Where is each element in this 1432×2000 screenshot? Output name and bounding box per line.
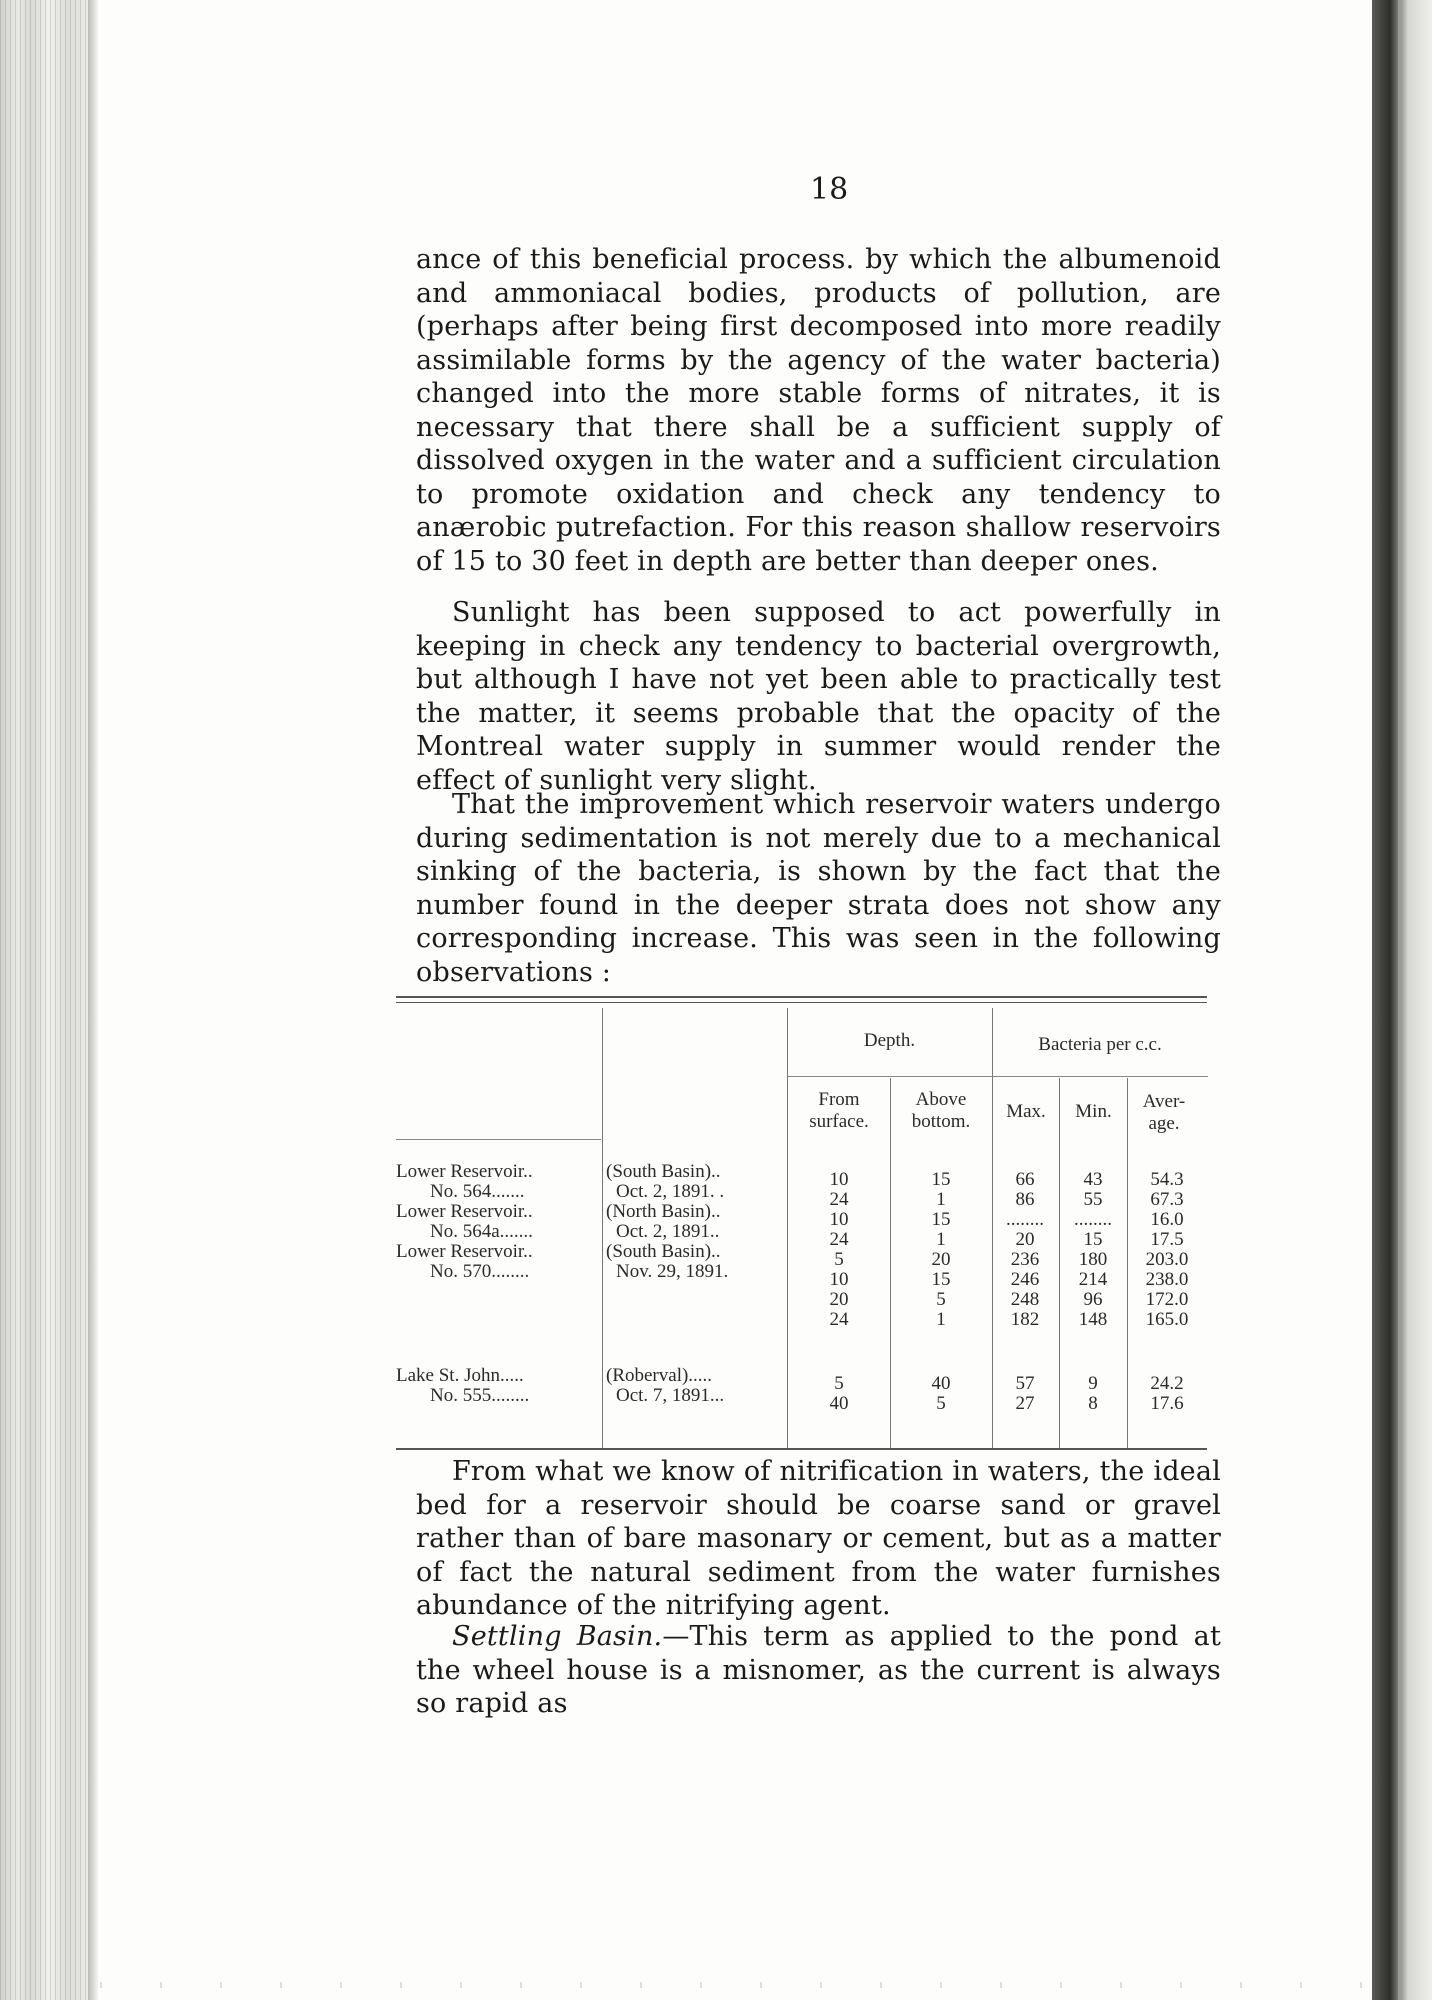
average-cell: 172.0 (1145, 1289, 1189, 1310)
paragraph-5-body: —This term as applied to the pond at the wheel house is a misnomer, as the current is always so rapid as (416, 1621, 1221, 1719)
table-top-rule-thin (396, 1002, 1207, 1003)
average-cell: 67.3 (1150, 1189, 1184, 1210)
row-label-place: (North Basin).. (606, 1201, 721, 1222)
row-label-name: No. 570........ (430, 1261, 530, 1282)
average-cell: 165.0 (1145, 1309, 1189, 1330)
from-surface-cell: 24 (829, 1229, 849, 1250)
from-surface-cell: 5 (834, 1373, 844, 1394)
row-label-name: Lake St. John..... (396, 1365, 524, 1386)
page-number: 18 (810, 172, 849, 207)
min-cell: 8 (1088, 1393, 1098, 1414)
table-col-divider (890, 1078, 891, 1448)
min-cell: 180 (1078, 1249, 1108, 1270)
above-bottom-cell: 5 (936, 1393, 946, 1414)
min-cell: 214 (1078, 1269, 1108, 1290)
max-cell: 66 (1015, 1169, 1035, 1190)
average-cell: 24.2 (1150, 1373, 1184, 1394)
max-cell: ........ (1006, 1209, 1044, 1230)
max-cell: 86 (1015, 1189, 1035, 1210)
from-surface-cell: 5 (834, 1249, 844, 1270)
above-bottom-cell: 15 (931, 1269, 951, 1290)
average-cell: 203.0 (1145, 1249, 1189, 1270)
header-from-surface: From surface. (809, 1089, 869, 1132)
label-header-rule (396, 1139, 601, 1140)
row-label-place: Oct. 2, 1891. . (616, 1181, 725, 1202)
max-cell: 27 (1015, 1393, 1035, 1414)
table-top-rule (396, 996, 1207, 998)
from-surface-cell: 10 (829, 1169, 849, 1190)
max-cell: 182 (1010, 1309, 1040, 1330)
row-label-place: (Roberval)..... (606, 1365, 713, 1386)
above-bottom-cell: 5 (936, 1289, 946, 1310)
from-surface-cell: 24 (829, 1309, 849, 1330)
min-cell: 15 (1083, 1229, 1103, 1250)
bottom-scan-marks (100, 1982, 1362, 1988)
row-label-name: Lower Reservoir.. (396, 1201, 533, 1222)
table-col-divider (602, 1008, 603, 1448)
gutter-shadow (88, 0, 98, 2000)
bacteria-observation-table (396, 996, 1207, 1450)
row-label-name: No. 555........ (430, 1385, 530, 1406)
header-average: Aver- age. (1142, 1091, 1186, 1134)
row-label-place: (South Basin).. (606, 1161, 721, 1182)
page-stack-lines (0, 0, 90, 2000)
row-label-place: Oct. 7, 1891... (616, 1385, 725, 1406)
paragraph-2-text: Sunlight has been supposed to act powerfully in keeping in check any tendency to bacterial overgrowth, but although I have not yet been able to practically test the matter, it seems probable that the opacity of the Montreal water supply in summer would render the effect of sunlight very slight. (416, 597, 1221, 796)
min-cell: 9 (1088, 1373, 1098, 1394)
row-label-place: Nov. 29, 1891. (616, 1261, 729, 1282)
above-bottom-cell: 1 (936, 1229, 946, 1250)
paragraph-1 (416, 243, 1221, 578)
paragraph-1-text: ance of this beneficial process. by which the albumenoid and ammoniacal bodies, products of pollution, are (perhaps after being first decomposed into more readily assimilable forms by the agency of the water bacteria) changed into the more stable forms of nitrates, it is necessary that there shall be a sufficient supply of dissolved oxygen in the water and a sufficient circulation to promote oxidation and check any tendency to anærobic putrefaction. For this reason shallow reservoirs of 15 to 30 feet in depth are better than deeper ones. (416, 244, 1221, 577)
max-cell: 248 (1010, 1289, 1040, 1310)
above-bottom-cell: 15 (931, 1169, 951, 1190)
row-label-name: Lower Reservoir.. (396, 1241, 533, 1262)
paragraph-2 (416, 596, 1221, 797)
header-max: Max. (1006, 1101, 1046, 1122)
paragraph-5 (416, 1620, 1221, 1721)
min-cell: 148 (1078, 1309, 1108, 1330)
above-bottom-cell: 40 (931, 1373, 951, 1394)
header-min: Min. (1075, 1101, 1112, 1122)
max-cell: 20 (1015, 1229, 1035, 1250)
table-col-divider (787, 1008, 788, 1448)
settling-basin-heading: Settling Basin. (452, 1621, 663, 1652)
subheader-rule (788, 1076, 1208, 1077)
paragraph-4 (416, 1455, 1221, 1623)
row-label-name: No. 564....... (430, 1181, 525, 1202)
above-bottom-cell: 1 (936, 1309, 946, 1330)
paragraph-3-text: That the improvement which reservoir waters undergo during sedimentation is not merely due to a mechanical sinking of the bacteria, is shown by the fact that the number found in the deeper strata does not show any corresponding increase. This was seen in the following observations : (416, 789, 1221, 988)
average-cell: 17.5 (1150, 1229, 1184, 1250)
max-cell: 57 (1015, 1373, 1035, 1394)
from-surface-cell: 10 (829, 1209, 849, 1230)
min-cell: 55 (1083, 1189, 1103, 1210)
average-cell: 54.3 (1150, 1169, 1184, 1190)
average-cell: 238.0 (1145, 1269, 1189, 1290)
min-cell: ........ (1074, 1209, 1112, 1230)
from-surface-cell: 20 (829, 1289, 849, 1310)
above-bottom-cell: 15 (931, 1209, 951, 1230)
above-bottom-cell: 20 (931, 1249, 951, 1270)
max-cell: 246 (1010, 1269, 1040, 1290)
header-above-bottom: Above bottom. (911, 1089, 971, 1132)
paragraph-5-text (416, 1620, 1221, 1721)
paragraph-4-text: From what we know of nitrification in waters, the ideal bed for a reservoir should be coarse sand or gravel rather than of bare masonary or cement, but as a matter of fact the natural sediment from the water furnishes abundance of the nitrifying agent. (416, 1456, 1221, 1621)
row-label-name: Lower Reservoir.. (396, 1161, 533, 1182)
max-cell: 236 (1010, 1249, 1040, 1270)
table-bottom-rule (396, 1448, 1207, 1450)
average-cell: 16.0 (1150, 1209, 1184, 1230)
min-cell: 96 (1083, 1289, 1103, 1310)
from-surface-cell: 40 (829, 1393, 849, 1414)
right-book-edge (1372, 0, 1432, 2000)
header-bacteria: Bacteria per c.c. (1038, 1034, 1162, 1055)
row-label-place: (South Basin).. (606, 1241, 721, 1262)
row-label-place: Oct. 2, 1891.. (616, 1221, 720, 1242)
header-depth: Depth. (863, 1030, 916, 1051)
min-cell: 43 (1083, 1169, 1103, 1190)
right-edge-strip (1398, 0, 1402, 2000)
from-surface-cell: 10 (829, 1269, 849, 1290)
average-cell: 17.6 (1150, 1393, 1184, 1414)
above-bottom-cell: 1 (936, 1189, 946, 1210)
paragraph-3 (416, 788, 1221, 989)
from-surface-cell: 24 (829, 1189, 849, 1210)
row-label-name: No. 564a....... (430, 1221, 533, 1242)
